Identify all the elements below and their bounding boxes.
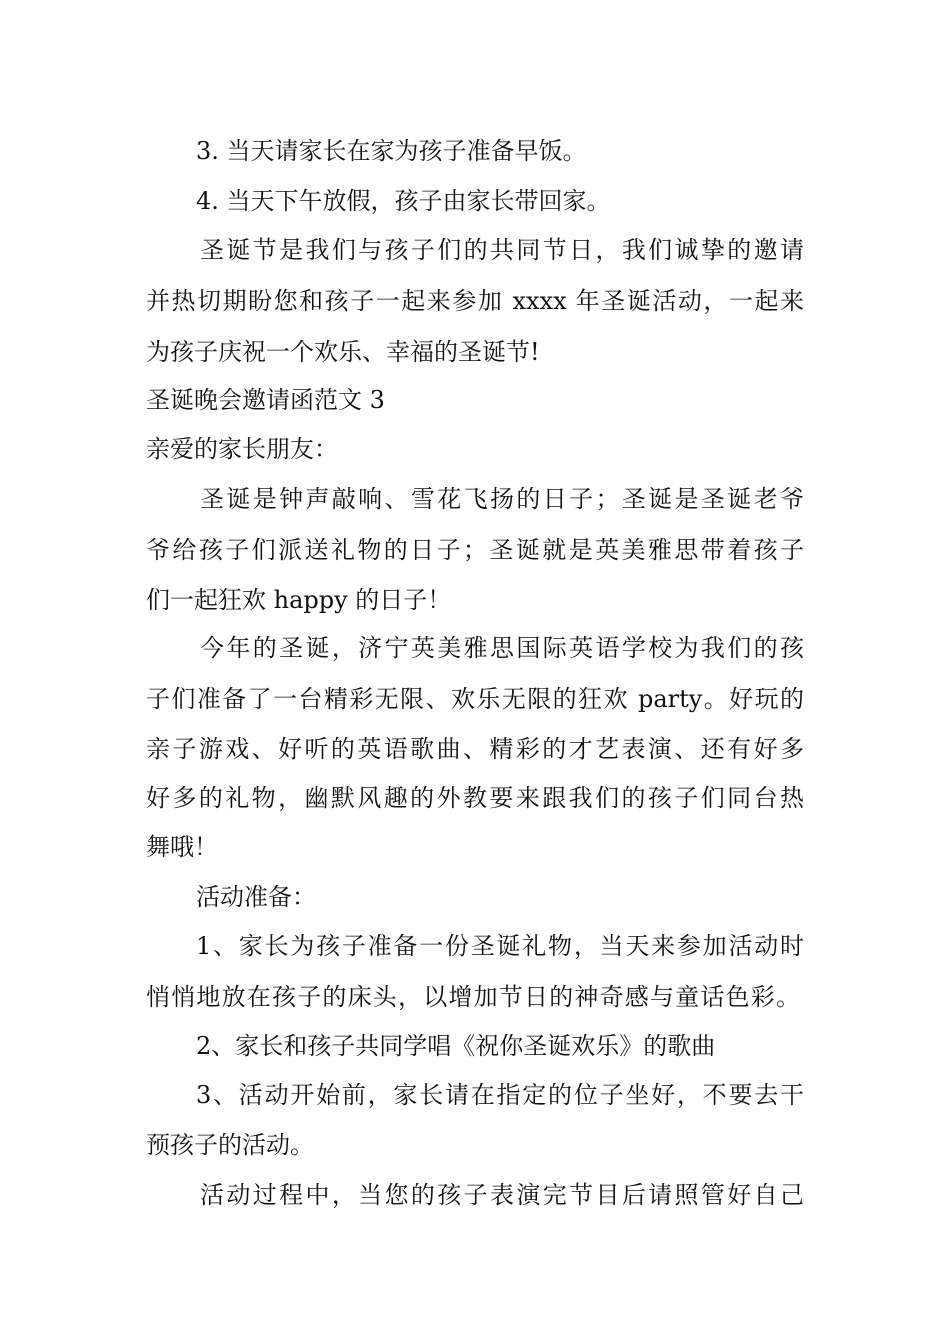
paragraph-line: 圣诞节是我们与孩子们的共同节日，我们诚挚的邀请 — [200, 236, 804, 264]
list-item-3: 3. 当天请家长在家为孩子准备早饭。 — [196, 137, 587, 165]
paragraph-line: 1、家长为孩子准备一份圣诞礼物，当天来参加活动时 — [196, 932, 804, 960]
paragraph-line: 舞哦！ — [146, 833, 218, 861]
paragraph-line: 并热切期盼您和孩子一起来参加 xxxx 年圣诞活动，一起来 — [146, 287, 804, 315]
paragraph-line: 们一起狂欢 happy 的日子！ — [146, 586, 452, 614]
paragraph-line: 今年的圣诞，济宁英美雅思国际英语学校为我们的孩 — [200, 634, 804, 662]
paragraph-line: 圣诞是钟声敲响、雪花飞扬的日子；圣诞是圣诞老爷 — [200, 485, 804, 513]
subheading: 活动准备： — [196, 883, 316, 911]
paragraph-line: 预孩子的活动。 — [146, 1131, 314, 1159]
paragraph-line: 好多的礼物，幽默风趣的外教要来跟我们的孩子们同台热 — [146, 784, 804, 812]
paragraph-line: 为孩子庆祝一个欢乐、幸福的圣诞节! — [146, 338, 540, 366]
paragraph-line: 亲子游戏、好听的英语歌曲、精彩的才艺表演、还有好多 — [146, 735, 804, 763]
paragraph-line: 活动过程中，当您的孩子表演完节目后请照管好自己 — [200, 1181, 804, 1209]
paragraph-line: 爷给孩子们派送礼物的日子；圣诞就是英美雅思带着孩子 — [146, 536, 804, 564]
paragraph-line: 悄悄地放在孩子的床头，以增加节日的神奇感与童话色彩。 — [146, 983, 800, 1011]
salutation: 亲爱的家长朋友： — [146, 435, 338, 463]
paragraph-line: 2、家长和孩子共同学唱《祝你圣诞欢乐》的歌曲 — [196, 1032, 716, 1060]
paragraph-line: 3、活动开始前，家长请在指定的位子坐好，不要去干 — [196, 1081, 804, 1109]
paragraph-line: 子们准备了一台精彩无限、欢乐无限的狂欢 party。好玩的 — [146, 685, 804, 713]
section-heading: 圣诞晚会邀请函范文 3 — [146, 386, 385, 414]
list-item-4: 4. 当天下午放假，孩子由家长带回家。 — [196, 187, 611, 215]
